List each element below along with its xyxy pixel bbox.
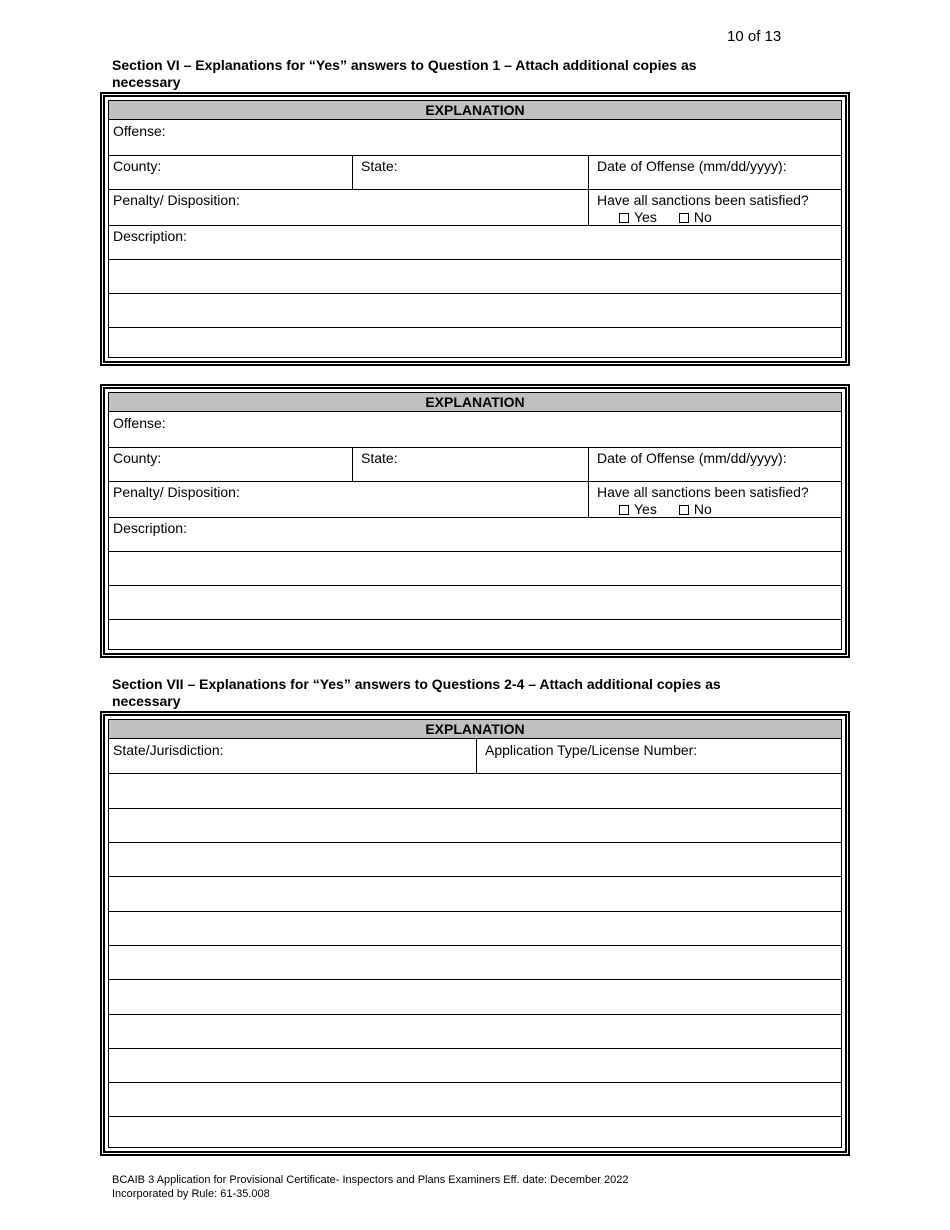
explanation-block-3: [100, 711, 850, 1156]
sanctions-options: [619, 501, 712, 517]
no-label: No: [693, 209, 712, 225]
footer-line1: BCAIB 3 Application for Provisional Certificate- Inspectors and Plans Examiners Eff. date: December 2022: [112, 1174, 629, 1186]
section-7-title: [112, 676, 812, 710]
section-6-title-line2: necessary: [112, 74, 181, 90]
state-label: State:: [361, 158, 398, 174]
county-label: County:: [113, 158, 162, 174]
explanation-header: EXPLANATION: [109, 720, 841, 739]
footer: [112, 1173, 628, 1201]
explanation-block-1: [100, 92, 850, 366]
penalty-disposition-label: Penalty/ Disposition:: [113, 484, 240, 500]
sanctions-question: Have all sanctions been satisfied?: [597, 484, 809, 500]
page-number: 10 of 13: [727, 28, 782, 45]
section-6-title: [112, 57, 812, 91]
description-label: Description:: [113, 228, 187, 244]
state-jurisdiction-label: State/Jurisdiction:: [113, 742, 224, 758]
sanctions-question: Have all sanctions been satisfied?: [597, 192, 809, 208]
section-6-title-line1: Section VI – Explanations for “Yes” answers to Question 1 – Attach additional copies as: [112, 57, 697, 73]
footer-line2: Incorporated by Rule: 61-35.008: [112, 1188, 270, 1200]
yes-label: Yes: [634, 209, 657, 225]
penalty-disposition-label: Penalty/ Disposition:: [113, 192, 240, 208]
application-type-label: Application Type/License Number:: [485, 742, 698, 758]
date-of-offense-label: Date of Offense (mm/dd/yyyy):: [597, 450, 787, 466]
section-7-title-line1: Section VII – Explanations for “Yes” answers to Questions 2-4 – Attach additional copies as: [112, 676, 721, 692]
state-label: State:: [361, 450, 398, 466]
sanctions-options: [619, 209, 712, 225]
explanation-header: EXPLANATION: [109, 101, 841, 120]
section-7-title-line2: necessary: [112, 693, 181, 709]
explanation-header: EXPLANATION: [109, 393, 841, 412]
date-of-offense-label: Date of Offense (mm/dd/yyyy):: [597, 158, 787, 174]
offense-label: Offense:: [113, 123, 166, 139]
yes-label: Yes: [634, 501, 657, 517]
explanation-block-2: [100, 384, 850, 658]
description-label: Description:: [113, 520, 187, 536]
no-checkbox[interactable]: [679, 505, 689, 515]
no-label: No: [693, 501, 712, 517]
no-checkbox[interactable]: [679, 213, 689, 223]
yes-checkbox[interactable]: [619, 505, 629, 515]
county-label: County:: [113, 450, 162, 466]
yes-checkbox[interactable]: [619, 213, 629, 223]
offense-label: Offense:: [113, 415, 166, 431]
